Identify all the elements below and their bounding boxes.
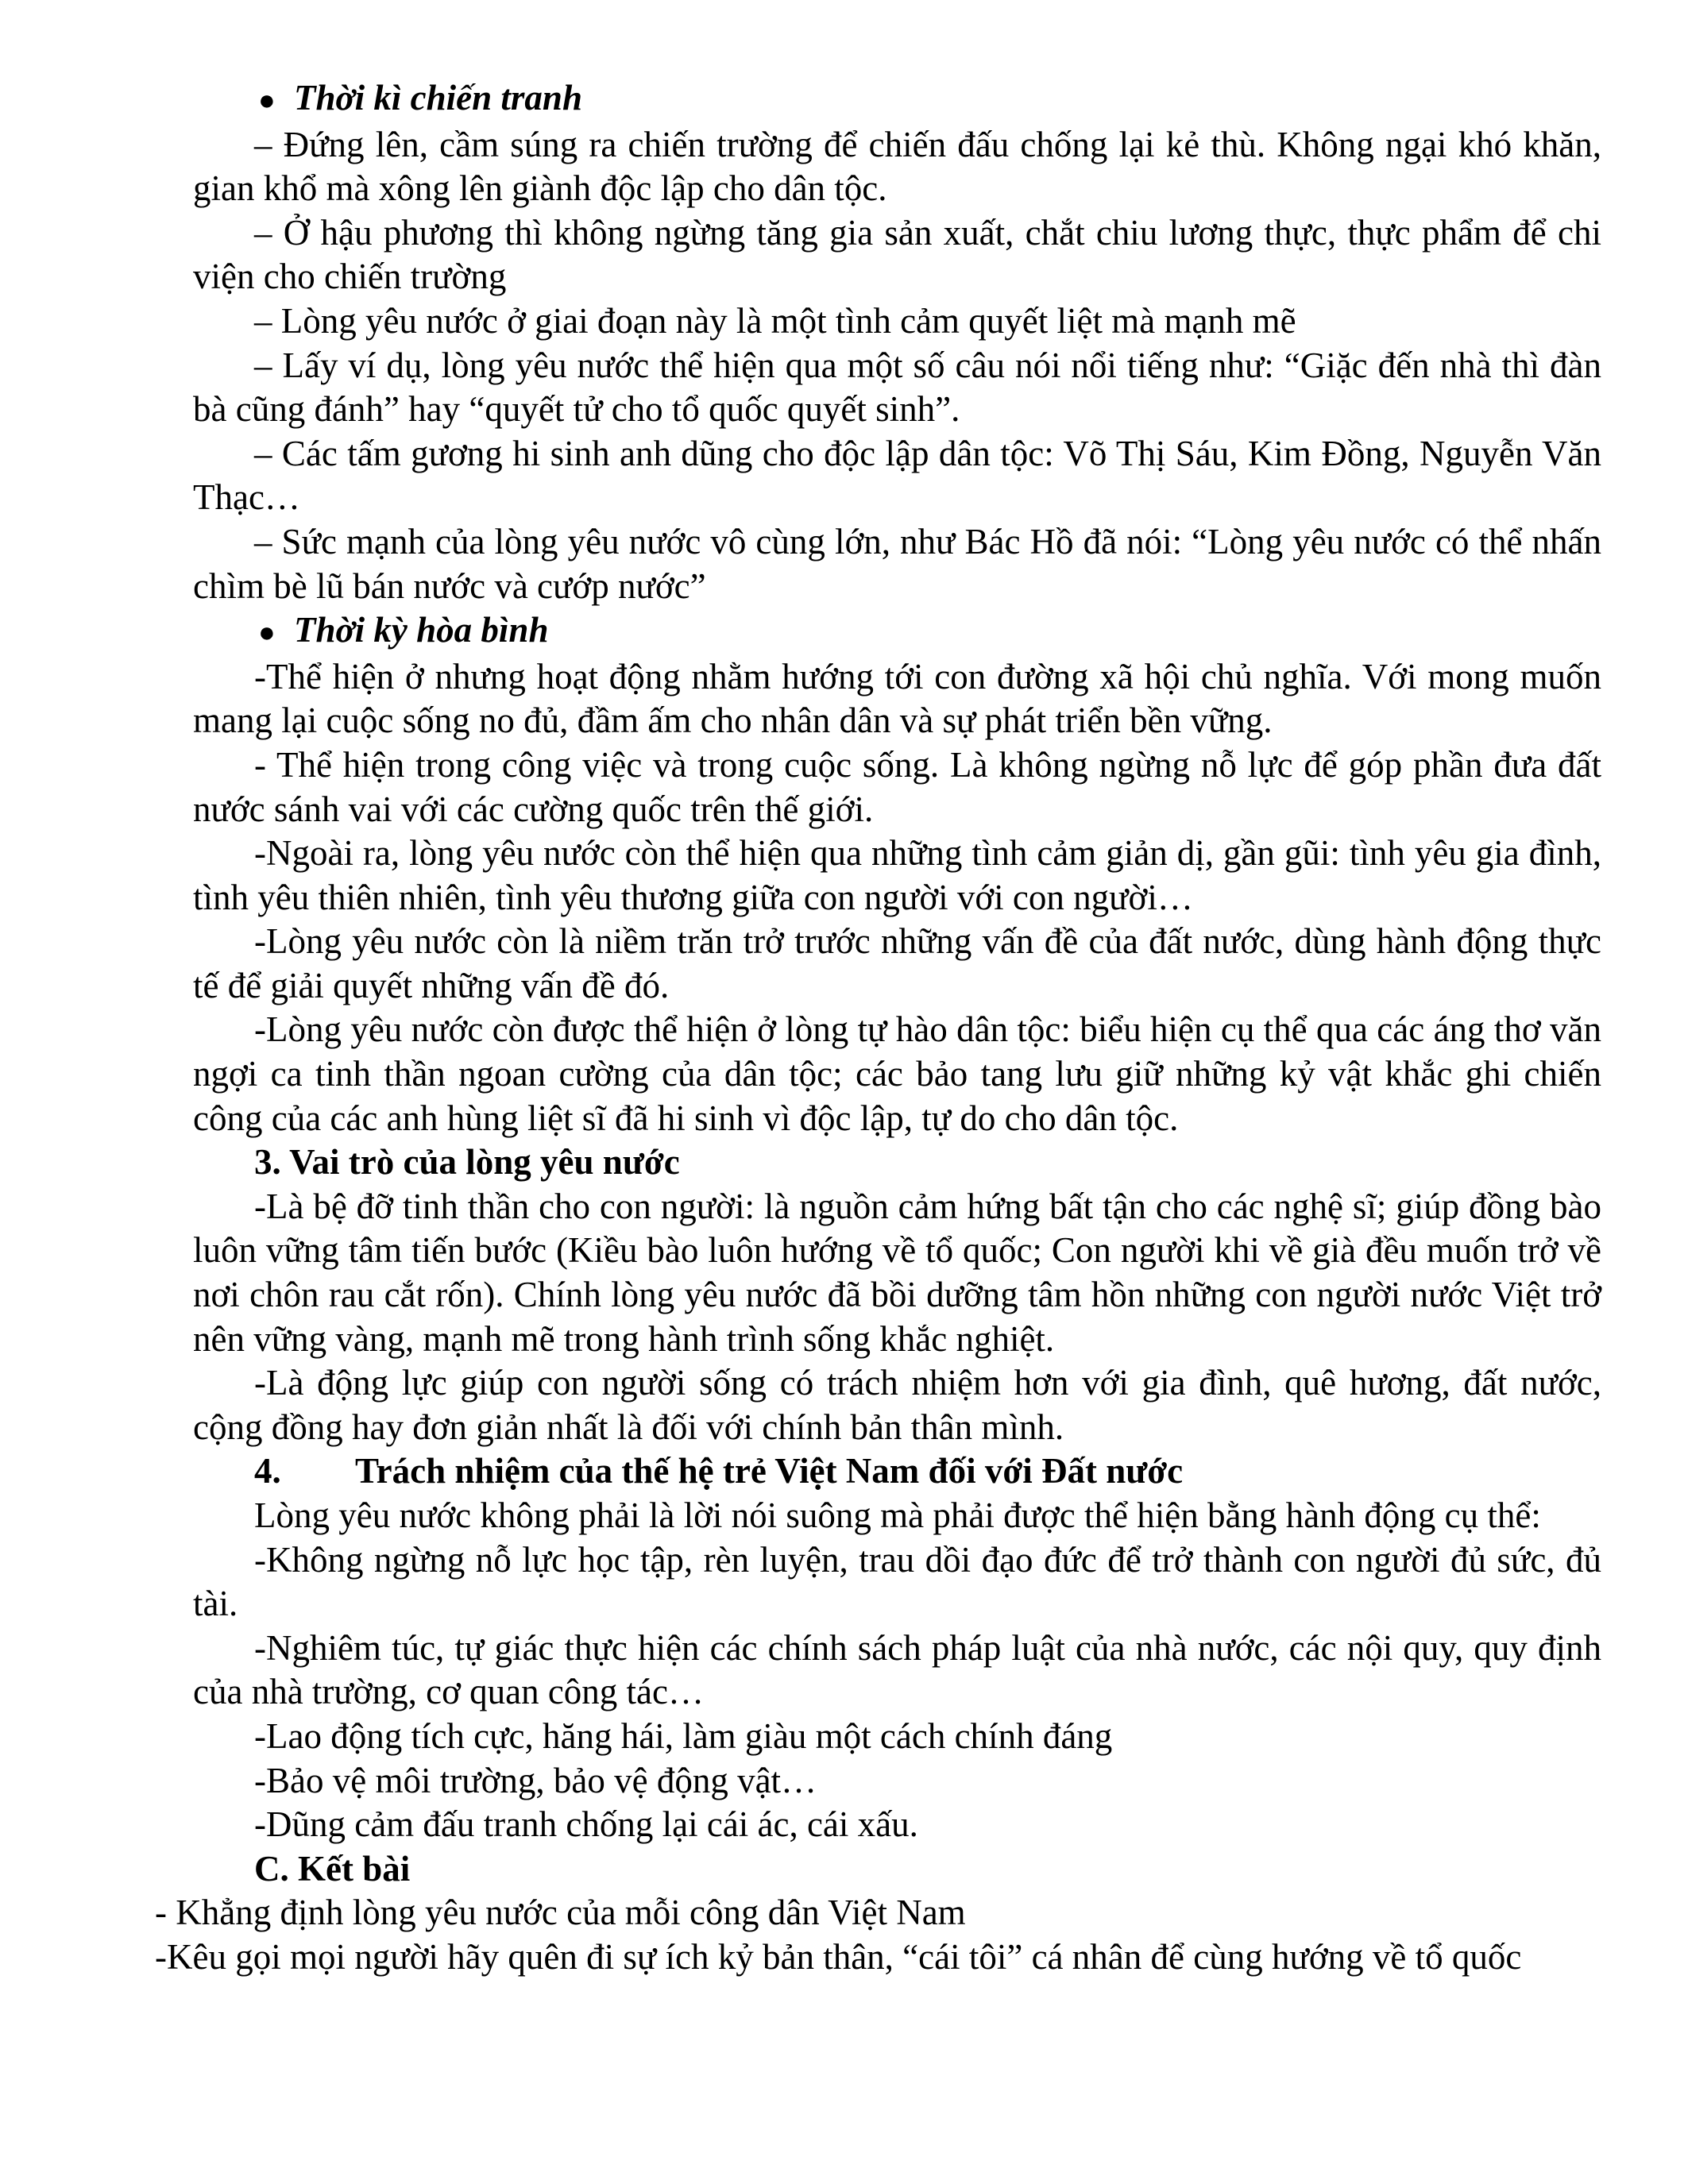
- paragraph: -Dũng cảm đấu tranh chống lại cái ác, cái xấu.: [254, 1804, 918, 1845]
- paragraph: -Lòng yêu nước còn được thể hiện ở lòng tự hào dân tộc: biểu hiện cụ thể qua các áng thơ văn ngợi ca tinh thần ngoan cường của dân tộc; các bảo tang lưu giữ những kỷ vật khắc ghi chiến công của các anh hùng liệt sĩ đã hi sinh vì độc lập, tự do cho dân tộc.: [193, 1009, 1601, 1138]
- bullet-icon: ●: [258, 84, 276, 116]
- paragraph: – Các tấm gương hi sinh anh dũng cho độc lập dân tộc: Võ Thị Sáu, Kim Đồng, Nguyễn Văn Thạc…: [193, 433, 1601, 518]
- paragraph: -Là động lực giúp con người sống có trách nhiệm hơn với gia đình, quê hương, đất nước, cộng đồng hay đơn giản nhất là đối với chính bản thân mình.: [193, 1363, 1601, 1447]
- paragraph: -Nghiêm túc, tự giác thực hiện các chính sách pháp luật của nhà nước, các nội quy, quy định của nhà trường, cơ quan công tác…: [193, 1627, 1601, 1712]
- paragraph: Lòng yêu nước không phải là lời nói suông mà phải được thể hiện bằng hành động cụ thể:: [254, 1495, 1541, 1535]
- paragraph: – Sức mạnh của lòng yêu nước vô cùng lớn, như Bác Hồ đã nói: “Lòng yêu nước có thể nhấn chìm bè lũ bán nước và cướp nước”: [193, 521, 1601, 606]
- section-heading-peace: [193, 608, 1601, 655]
- paragraph: -Thể hiện ở nhưng hoạt động nhằm hướng tới con đường xã hội chủ nghĩa. Với mong muốn mang lại cuộc sống no đủ, đầm ấm cho nhân dân và sự phát triển bền vững.: [193, 656, 1601, 741]
- paragraph: -Ngoài ra, lòng yêu nước còn thể hiện qua những tình cảm giản dị, gần gũi: tình yêu gia đình, tình yêu thiên nhiên, tình yêu thương giữa con người với con người…: [193, 833, 1601, 917]
- section-heading-text: Thời kỳ hòa bình: [294, 610, 549, 650]
- paragraph: – Lòng yêu nước ở giai đoạn này là một tình cảm quyết liệt mà mạnh mẽ: [254, 300, 1296, 341]
- section-heading-responsibility: [193, 1449, 1601, 1494]
- section-heading-war: [193, 76, 1601, 123]
- paragraph: -Kêu gọi mọi người hãy quên đi sự ích kỷ bản thân, “cái tôi” cá nhân để cùng hướng về tổ quốc: [155, 1936, 1522, 1977]
- paragraph: -Không ngừng nỗ lực học tập, rèn luyện, trau dồi đạo đức để trở thành con người đủ sức, đủ tài.: [193, 1539, 1601, 1624]
- paragraph: - Khẳng định lòng yêu nước của mỗi công dân Việt Nam: [155, 1893, 966, 1933]
- paragraph: -Là bệ đỡ tinh thần cho con người: là nguồn cảm hứng bất tận cho các nghệ sĩ; giúp đồng bào luôn vững tâm tiến bước (Kiều bào luôn hướng về tổ quốc; Con người khi về già đều muốn trở về nơi chôn rau cắt rốn). Chính lòng yêu nước đã bồi dưỡng tâm hồn những con người nước Việt trở nên vững vàng, mạnh mẽ trong hành trình sống khắc nghiệt.: [193, 1186, 1601, 1359]
- paragraph: -Bảo vệ môi trường, bảo vệ động vật…: [254, 1760, 817, 1800]
- paragraph: - Thể hiện trong công việc và trong cuộc sống. Là không ngừng nỗ lực để góp phần đưa đất nước sánh vai với các cường quốc trên thế giới.: [193, 744, 1601, 829]
- section-heading-text: Thời kì chiến tranh: [294, 78, 582, 118]
- paragraph: – Ở hậu phương thì không ngừng tăng gia sản xuất, chắt chiu lương thực, thực phẩm để chi viện cho chiến trường: [193, 212, 1601, 297]
- section-heading-role: 3. Vai trò của lòng yêu nước: [254, 1142, 680, 1183]
- paragraph: – Lấy ví dụ, lòng yêu nước thể hiện qua một số câu nói nổi tiếng như: “Giặc đến nhà thì đàn bà cũng đánh” hay “quyết tử cho tổ quốc quyết sinh”.: [193, 345, 1601, 430]
- section-heading-text: Trách nhiệm của thế hệ trẻ Việt Nam đối với Đất nước: [355, 1451, 1184, 1491]
- paragraph: -Lòng yêu nước còn là niềm trăn trở trước những vấn đề của đất nước, dùng hành động thực tế để giải quyết những vấn đề đó.: [193, 921, 1601, 1005]
- section-number: 4.: [254, 1451, 281, 1491]
- paragraph: -Lao động tích cực, hăng hái, làm giàu một cách chính đáng: [254, 1715, 1113, 1756]
- document-body: [155, 76, 1601, 1980]
- paragraph: – Đứng lên, cầm súng ra chiến trường để chiến đấu chống lại kẻ thù. Không ngại khó khăn, gian khổ mà xông lên giành độc lập cho dân tộc.: [193, 124, 1601, 209]
- section-heading-conclusion: C. Kết bài: [254, 1848, 411, 1889]
- bullet-icon: ●: [258, 616, 276, 649]
